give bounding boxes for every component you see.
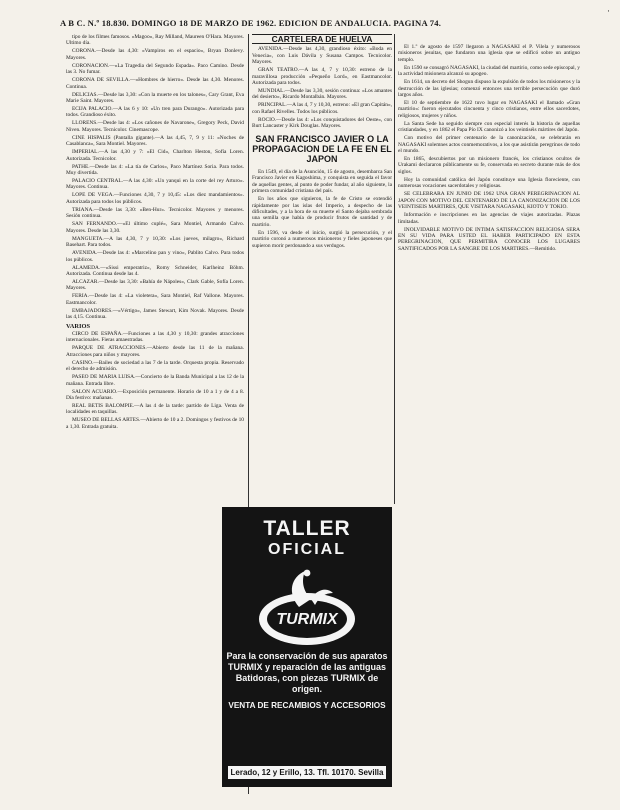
listing-paragraph: CINE HISPALIS (Pantalla gigante).—A las 4,45, 7, 9 y 11: «Noches de Casablanca», Sara Montiel. Mayores. bbox=[66, 134, 244, 148]
section-title-varios: VARIOS bbox=[66, 322, 91, 330]
varios-paragraph: MUSEO DE BELLAS ARTES.—Abierto de 10 a 2. Domingos y festivos de 10 a 1,30. Entrada gratuita. bbox=[66, 417, 244, 430]
ad-title-line2: OFICIAL bbox=[268, 541, 346, 558]
article-paragraph: En 1590 se consagró NAGASAKI, la ciudad del martirio, como sede episcopal, y la actividad misionera alcanzó su apogeo. bbox=[398, 64, 580, 78]
varios-paragraph: PASEO DE MARIA LUISA.—Concierto de la Banda Municipal a las 12 de la mañana. Entrada libre. bbox=[66, 374, 244, 387]
article-headline: SAN FRANCISCO JAVIER O LA PROPAGACION DE LA FE EN EL JAPON bbox=[252, 133, 392, 165]
article-paragraph: INOLVIDABLE MOTIVO DE INTIMA SATISFACCION RELIGIOSA SERA EN SU VIDA PARA USTED EL HABER PARTICIPADO EN ESTA PEREGRINACION, QUE PERMITIRA CONOCER LOS LUGARES SANTIFICADOS POR LA SANGRE DE LOS MARTIRES.—Remitido. bbox=[398, 226, 580, 252]
cartelera-paragraph: ROCIO.—Desde las 4: «Los conquistadores del Oeste», con Burt Lancaster y Kirk Douglas. Mayores. bbox=[252, 116, 392, 130]
varios-paragraph: SALON ACUARIO.—Exposición permanente. Horario de 10 a 1 y de 4 a 8. Día festivo: mañanas. bbox=[66, 388, 244, 401]
varios-paragraph: CIRCO DE ESPAÑA.—Funciones a las 4,30 y 10,30: grandes atracciones internacionales. Fieras amaestradas. bbox=[66, 330, 244, 344]
listing-paragraph: ECIJA PALACIO.—A las 6 y 10: «Un tren para Durango». Autorizada para todos. Grandioso éxito. bbox=[66, 106, 244, 119]
article-paragraph: Con motivo del primer centenario de la canonización, se celebrarán en NAGASAKI solemnes actos conmemorativos, a los que asistirán peregrinos de todo el mundo. bbox=[398, 135, 580, 155]
listing-paragraph: IMPERIAL.—A las 4,30 y 7: «El Cid», Charlton Heston, Sofía Loren. Autorizada. Tecnicolor. bbox=[66, 149, 244, 162]
column-listings bbox=[66, 34, 244, 432]
listing-paragraph: LOPE DE VEGA.—Funciones 4,30, 7 y 10,45: «Los diez mandamientos». Autorizada para todos los públicos. bbox=[66, 192, 244, 205]
listing-paragraph: CORONA.—Desde las 4,30: «Vampiros en el espacio», Bryan Donlevy. Mayores. bbox=[66, 48, 244, 61]
ad-address: Lerado, 12 y Erillo, 13. Tfl. 10170. Sevilla bbox=[228, 766, 386, 779]
ad-brand: TURMIX bbox=[276, 611, 338, 628]
article-paragraph: La Santa Sede ha seguido siempre con especial interés la historia de aquellas cristiandades, y en 1862 el Papa Pío IX canonizó a los veintiséis mártires del Japón. bbox=[398, 120, 580, 134]
column-huelva bbox=[252, 34, 392, 251]
listing-paragraph: CORONA DE SEVILLA.—«Hombres de hierro». Desde las 4,30. Menores. Continua. bbox=[66, 77, 244, 90]
article-paragraph: En 1549, el día de la Asunción, 15 de agosto, desembarca San Francisco Javier en Kagoshima, y conquista en seguida el favor de aquellas gentes, al punto de poder fundar, al año siguiente, la primera comunidad cristiana del país. bbox=[252, 168, 392, 195]
cartelera-paragraph: GRAN TEATRO.—A las 4, 7 y 10,30: estreno de la maravillosa producción «Pequeño Lord», en Eastmancolor. Autorizada para todos. bbox=[252, 67, 392, 87]
article-paragraph: Información e inscripciones en las agencias de viajes autorizadas. Plazas limitadas. bbox=[398, 212, 580, 225]
column-rule-right bbox=[394, 34, 395, 504]
listing-paragraph: ALAMEDA.—«Sissi emperatriz», Romy Schneider, Karlheinz Böhm. Autorizada. Continua desde las 4. bbox=[66, 264, 244, 277]
article-paragraph: En 1596, va desde el inicio, surgió la persecución, y el martirio coronó a numerosos misioneros y fieles japoneses que supieron morir perdonando a sus verdugos. bbox=[252, 229, 392, 249]
listing-paragraph: AVENIDA.—Desde las 4: «Marcelino pan y vino», Pablito Calvo. Para todos los públicos. bbox=[66, 250, 244, 263]
article-paragraph: En los años que siguieron, la fe de Cristo se extendió rápidamente por las islas del Imperio, a despecho de las dificultades, y a la hora de su muerte el Santo dejaba sembrada una semilla que había de producir frutos de santidad y de martirio. bbox=[252, 196, 392, 228]
listing-paragraph: PALACIO CENTRAL.—A las 4,30: «Un yanqui en la corte del rey Arturo». Mayores. Continua. bbox=[66, 178, 244, 191]
article-paragraph: Hoy la comunidad católica del Japón constituye una Iglesia floreciente, con numerosas vocaciones sacerdotales y religiosas. bbox=[398, 176, 580, 190]
listing-paragraph: ALCAZAR.—Desde las 3,30: «Bahía de Nápoles», Clark Gable, Sofía Loren. Mayores. bbox=[66, 278, 244, 292]
article-paragraph: En 1865, descubiertos por un misionero francés, los cristianos ocultos de Urakami declararon públicamente su fe, conservada en secreto durante más de dos siglos. bbox=[398, 156, 580, 175]
article-paragraph: El 1.º de agosto de 1597 llegaron a NAGASAKI el P. Vilela y numerosos misioneros jesuitas, que fundaron una iglesia que se edificó sobre un antiguo templo. bbox=[398, 44, 580, 63]
varios-paragraph: REAL BETIS BALOMPIE.—A las 4 de la tarde: partido de Liga. Venta de localidades en taquillas. bbox=[66, 402, 244, 416]
listing-paragraph: tipo de los filmes famosos. «Magoo», Ray Milland, Maureen O'Hara. Mayores. Ultimo día. bbox=[66, 34, 244, 47]
listing-paragraph: DELICIAS.—Desde las 3,30: «Con la muerte en los talones», Cary Grant, Eva Marie Saint. Mayores. bbox=[66, 91, 244, 105]
cartelera-paragraph: MUNDIAL.—Desde las 3,30, sesión continua: «Los amantes del desierto», Ricardo Montalbán. Mayores. bbox=[252, 88, 392, 101]
column-article-continued bbox=[398, 44, 580, 254]
listing-paragraph: TRIANA.—Desde las 3,30: «Ben-Hur». Tecnicolor. Mayores y menores. Sesión continua. bbox=[66, 206, 244, 220]
listing-paragraph: EMBAJADORES.—«Vértigo», James Stewart, Kim Novak. Mayores. Desde las 4,15. Continua. bbox=[66, 307, 244, 321]
listing-paragraph: FERIA.—Desde las 4: «La violetera», Sara Montiel, Raf Vallone. Mayores. Eastmancolor. bbox=[66, 293, 244, 306]
article-paragraph: En 1614, un decreto del Shogun dispuso la expulsión de todos los misioneros y la destrucción de las iglesias; comenzó entonces una terrible persecución que duró largos años. bbox=[398, 79, 580, 99]
ad-title-line1: TALLER bbox=[263, 517, 351, 540]
ad-copy: Para la conservación de sus aparatos TURMIX y reparación de las antiguas Batidoras, con piezas TURMIX de origen. bbox=[226, 651, 388, 694]
cartelera-paragraph: AVENIDA.—Desde las 4,30, grandioso éxito: «Boda en Venecia», con Luis Dávila y Susana Campos. Tecnicolor. Mayores. bbox=[252, 46, 392, 66]
turmix-advertisement bbox=[222, 507, 392, 787]
article-paragraph: SE CELEBRARA EN JUNIO DE 1962 UNA GRAN PEREGRINACION AL JAPON CON MOTIVO DEL CENTENARIO DE LA CANONIZACION DE LOS VEINTISEIS MARTIRES, QUE VISITARA NAGASAKI, KIOTO Y TOKIO. bbox=[398, 191, 580, 211]
listing-paragraph: PATHE.—Desde las 4: «La tía de Carlos», Paco Martínez Soria. Para todos. Muy divertida. bbox=[66, 163, 244, 177]
varios-paragraph: PARQUE DE ATRACCIONES.—Abierto desde las 11 de la mañana. Atracciones para niños y mayores. bbox=[66, 345, 244, 358]
page-mark: · bbox=[607, 6, 610, 16]
listing-paragraph: CORONACION.—«La Tragedia del Segundo Espada». Paco Camino. Desde las 3. No fumar. bbox=[66, 62, 244, 76]
ad-copy-secondary: VENTA DE RECAMBIOS Y ACCESORIOS bbox=[228, 701, 386, 710]
page-header: A B C. N.º 18.830. DOMINGO 18 DE MARZO DE 1962. EDICION DE ANDALUCIA. PAGINA 74. bbox=[60, 18, 442, 28]
listing-paragraph: SAN FERNANDO.—«El último cuplé», Sara Montiel, Armando Calvo. Mayores. Desde las 3,30. bbox=[66, 221, 244, 234]
article-paragraph: El 10 de septiembre de 1622 tuvo lugar en NAGASAKI el llamado «Gran martirio»: fueron ejecutados cincuenta y cinco cristianos, entre ellos sacerdotes, religiosos, mujeres y niños. bbox=[398, 100, 580, 119]
cartelera-title: CARTELERA DE HUELVA bbox=[252, 34, 392, 44]
listing-paragraph: MANGUETA.—A las 4,30, 7 y 10,30: «Los jueves, milagro», Richard Basehart. Para todos. bbox=[66, 235, 244, 249]
turmix-logo-icon bbox=[247, 563, 367, 649]
varios-paragraph: CASINO.—Bailes de sociedad a las 7 de la tarde. Orquesta propia. Reservado el derecho de admisión. bbox=[66, 359, 244, 373]
cartelera-paragraph: PRINCIPAL.—A las 4, 7 y 10,30, estreno: «El gran Capitán», con Rafael Rivelles. Todos los públicos. bbox=[252, 102, 392, 115]
listing-paragraph: LLORENS.—Desde las 4: «Los cañones de Navarone», Gregory Peck, David Niven. Mayores. Tecnicolor. Cinemascope. bbox=[66, 120, 244, 133]
